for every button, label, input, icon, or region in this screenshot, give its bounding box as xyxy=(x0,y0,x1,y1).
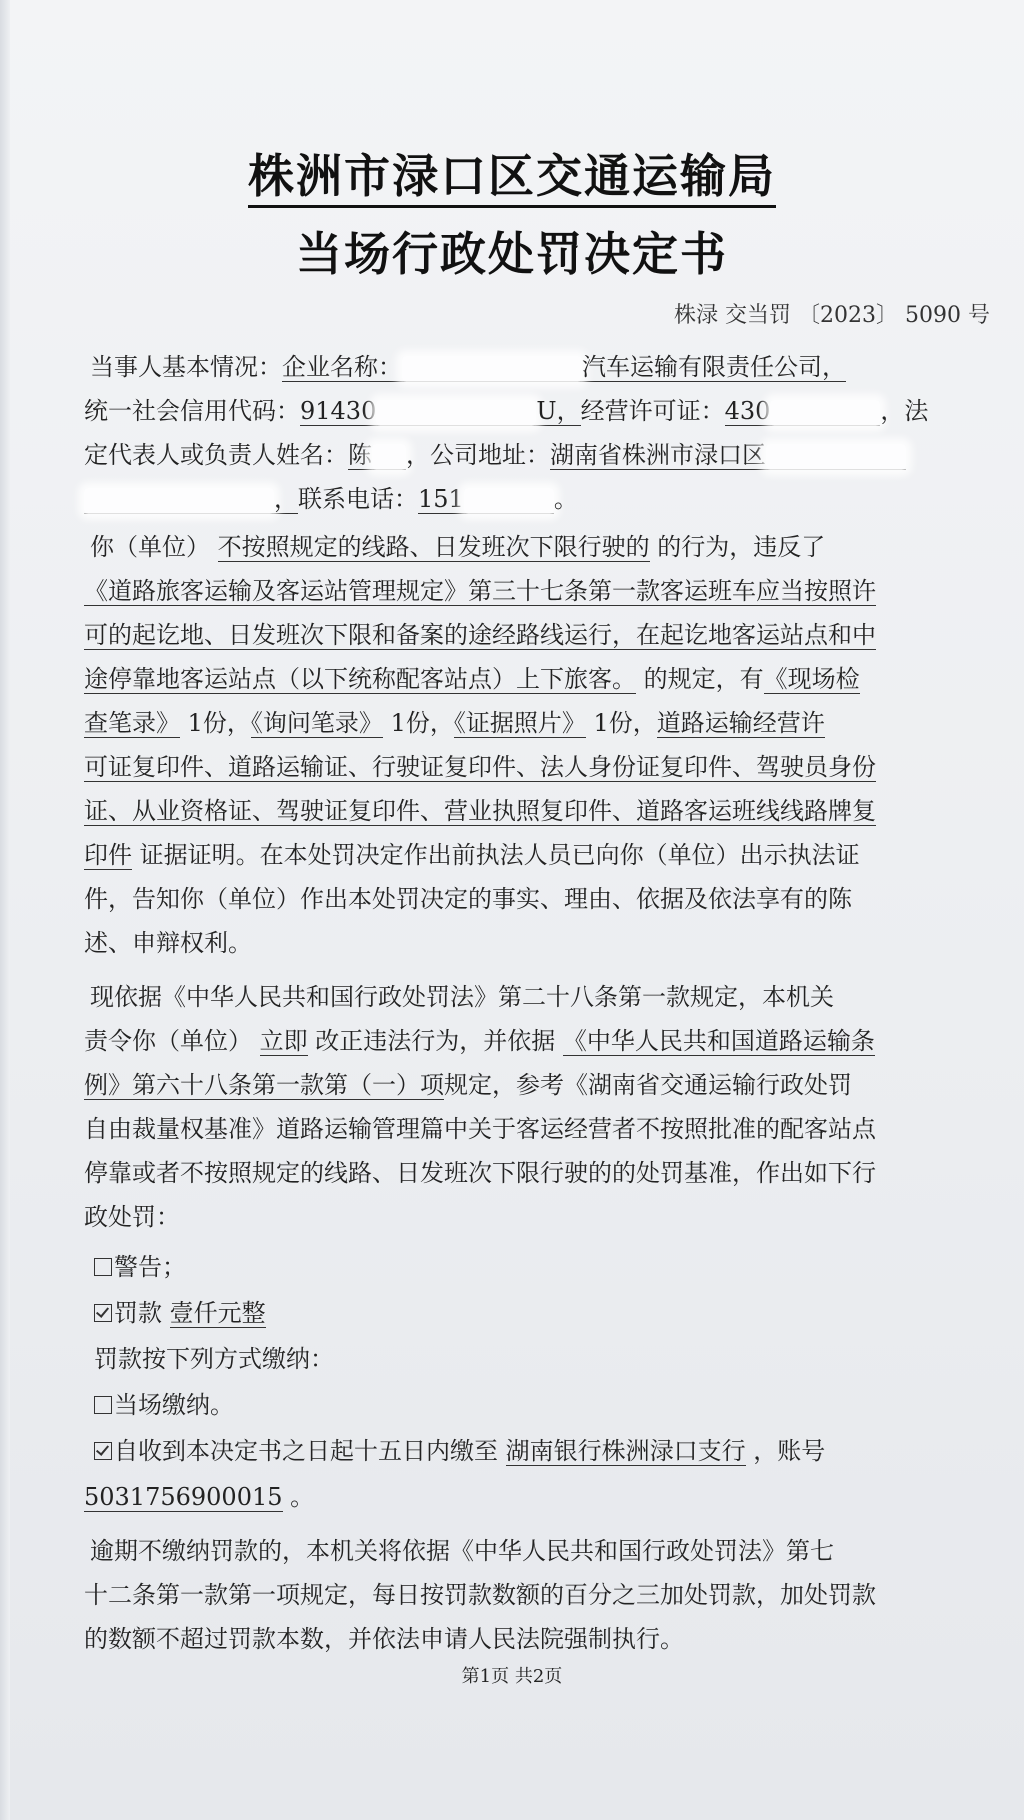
basis-immediately: 立即 xyxy=(259,1027,308,1055)
violation-line-7 xyxy=(84,794,876,828)
regulation-line-3: 途停靠地客运站点（以下统称配客站点）上下旅客。 xyxy=(84,665,636,693)
credit-head: 91430 xyxy=(300,397,377,425)
redaction-address xyxy=(766,444,906,470)
violation-line-1 xyxy=(90,500,825,564)
warning-checkbox xyxy=(94,1258,112,1276)
bank-prefix: 自收到本决定书之日起十五日内缴至 xyxy=(114,1437,498,1465)
basis-line-6: 政处罚： xyxy=(84,1203,180,1231)
title-line1-text: 株洲市渌口区交通运输局 xyxy=(248,149,776,208)
basis-line-1: 现依据《中华人民共和国行政处罚法》第二十八条第一款规定，本机关 xyxy=(90,983,834,1011)
regulation-line-2: 可的起讫地、日发班次下限和备案的途经路线运行，在起讫地客运站点和中 xyxy=(84,621,876,649)
address-field xyxy=(550,441,906,470)
regulation-line-1: 《道路旅客运输及客运站管理规定》第三十七条第一款客运班车应当按照许 xyxy=(84,577,876,605)
comma-fa: ，法 xyxy=(880,397,929,425)
basis-article: 例》第六十八条第一款第（一）项 xyxy=(84,1071,444,1099)
party-line-2 xyxy=(84,394,928,428)
address-end: ， xyxy=(274,485,298,513)
party-line-3 xyxy=(84,438,906,472)
basis-reference: 规定，参考《湖南省交通运输行政处罚 xyxy=(444,1071,852,1099)
evidence-record-count: 1份， xyxy=(187,709,251,737)
option-fine xyxy=(94,1296,266,1330)
notice-line-2: 述、申辩权利。 xyxy=(84,929,252,957)
option-bank xyxy=(94,1434,825,1468)
violation-line-4 xyxy=(84,662,860,696)
evidence-line-4: 证、从业资格证、驾驶证复印件、营业执照复印件、道路客运班线线路牌复 xyxy=(84,797,876,825)
basis-line-5: 停靠或者不按照规定的线路、日发班次下限行驶的的处罚基准，作出如下行 xyxy=(84,1159,876,1187)
document-number: 株渌 交当罚 〔2023〕 5090 号 xyxy=(674,303,990,328)
redaction-credit xyxy=(376,400,536,426)
evidence-record: 查笔录》 xyxy=(84,709,180,737)
overdue-line-2: 十二条第一款第一项规定，每日按罚款数额的百分之三加处罚款，加处罚款 xyxy=(84,1581,876,1609)
warning-label: 警告； xyxy=(114,1253,186,1281)
company-field xyxy=(282,353,846,382)
phone-label: 联系电话： xyxy=(298,485,418,513)
notice-line-1: 件，告知你（单位）作出本处罚决定的事实、理由、依据及依法享有的陈 xyxy=(84,885,852,913)
party-period: 。 xyxy=(553,485,578,513)
option-onsite xyxy=(94,1388,234,1422)
credit-tail: U， xyxy=(536,397,581,425)
violation-line-5 xyxy=(84,706,825,740)
company-label: 企业名称： xyxy=(282,353,402,381)
evidence-license: 道路运输经营许 xyxy=(656,709,825,737)
credit-label: 统一社会信用代码： xyxy=(84,397,300,425)
redaction-rep xyxy=(372,444,406,470)
violation-act-tail: 的行为，违反了 xyxy=(657,533,826,561)
company-tail: 汽车运输有限责任公司， xyxy=(582,353,846,381)
fine-amount: 壹仟元整 xyxy=(169,1299,266,1327)
document-title-line1 xyxy=(0,140,1024,206)
page-number: 第1页 共2页 xyxy=(461,1666,563,1687)
payment-intro: 罚款按下列方式缴纳： xyxy=(94,1345,334,1373)
basis-correct: 改正违法行为，并依据 xyxy=(315,1027,556,1055)
basis-line-2 xyxy=(84,1024,875,1058)
redaction-company xyxy=(402,356,582,382)
violation-act: 不按照规定的线路、日发班次下限行驶的 xyxy=(217,533,650,561)
address-label: ，公司地址： xyxy=(406,441,550,469)
credit-code-field xyxy=(300,397,581,426)
option-warning xyxy=(94,1250,186,1284)
overdue-line-1: 逾期不缴纳罚款的，本机关将依据《中华人民共和国行政处罚法》第七 xyxy=(90,1537,834,1565)
onsite-checkbox xyxy=(94,1396,112,1414)
account-label: ，账号 xyxy=(753,1437,826,1465)
party-line-1 xyxy=(90,350,846,384)
evidence-photos-count: 1份， xyxy=(593,709,657,737)
document-title-line2: 当场行政处罚决定书 xyxy=(296,227,728,281)
evidence-inquiry: 《询问笔录》 xyxy=(250,709,383,737)
license-label: 经营许可证： xyxy=(580,397,725,425)
violation-line-3 xyxy=(84,618,876,652)
evidence-line-5: 印件 xyxy=(84,841,132,869)
rep-head: 陈 xyxy=(348,441,372,469)
license-head: 430 xyxy=(724,397,771,425)
redaction-license xyxy=(770,400,880,426)
evidence-photos: 《证据照片》 xyxy=(453,709,586,737)
basis-line-3 xyxy=(84,1068,852,1102)
violation-line-2 xyxy=(84,574,876,608)
phone-head: 151 xyxy=(418,485,464,513)
bank-checkbox-checked xyxy=(94,1442,112,1460)
account-end: 。 xyxy=(290,1483,315,1511)
overdue-line-3: 的数额不超过罚款本数，并依法申请人民法院强制执行。 xyxy=(84,1625,684,1653)
evidence-inquiry-count: 1份， xyxy=(390,709,454,737)
party-lead: 当事人基本情况： xyxy=(90,353,282,381)
onsite-label: 当场缴纳。 xyxy=(114,1391,234,1419)
basis-regulation: 《中华人民共和国道路运输条 xyxy=(562,1027,875,1055)
license-field xyxy=(725,397,881,426)
violation-you: 你（单位） xyxy=(90,533,210,561)
evidence-line-1: 《现场检 xyxy=(763,665,860,693)
rep-field xyxy=(348,441,406,470)
evidence-tail: 证据证明。在本处罚决定作出前执法人员已向你（单位）出示执法证 xyxy=(139,841,860,869)
fine-checkbox-checked xyxy=(94,1304,112,1322)
account-number: 5031756900015 xyxy=(84,1483,283,1511)
violation-line-8 xyxy=(84,838,860,872)
bank-name: 湖南银行株洲渌口支行 xyxy=(505,1437,746,1465)
basis-line-4: 自由裁量权基准》道路运输管理篇中关于客运经营者不按照批准的配客站点 xyxy=(84,1115,876,1143)
address-head: 湖南省株洲市渌口区 xyxy=(550,441,766,469)
evidence-line-3: 可证复印件、道路运输证、行驶证复印件、法人身份证复印件、驾驶员身份 xyxy=(84,753,876,781)
rep-label: 定代表人或负责人姓名： xyxy=(84,441,348,469)
basis-order: 责令你（单位） xyxy=(84,1027,252,1055)
violation-line-6 xyxy=(84,750,876,784)
account-line xyxy=(84,1480,314,1514)
fine-label: 罚款 xyxy=(114,1299,162,1327)
regulation-tail: 的规定，有 xyxy=(643,665,764,693)
